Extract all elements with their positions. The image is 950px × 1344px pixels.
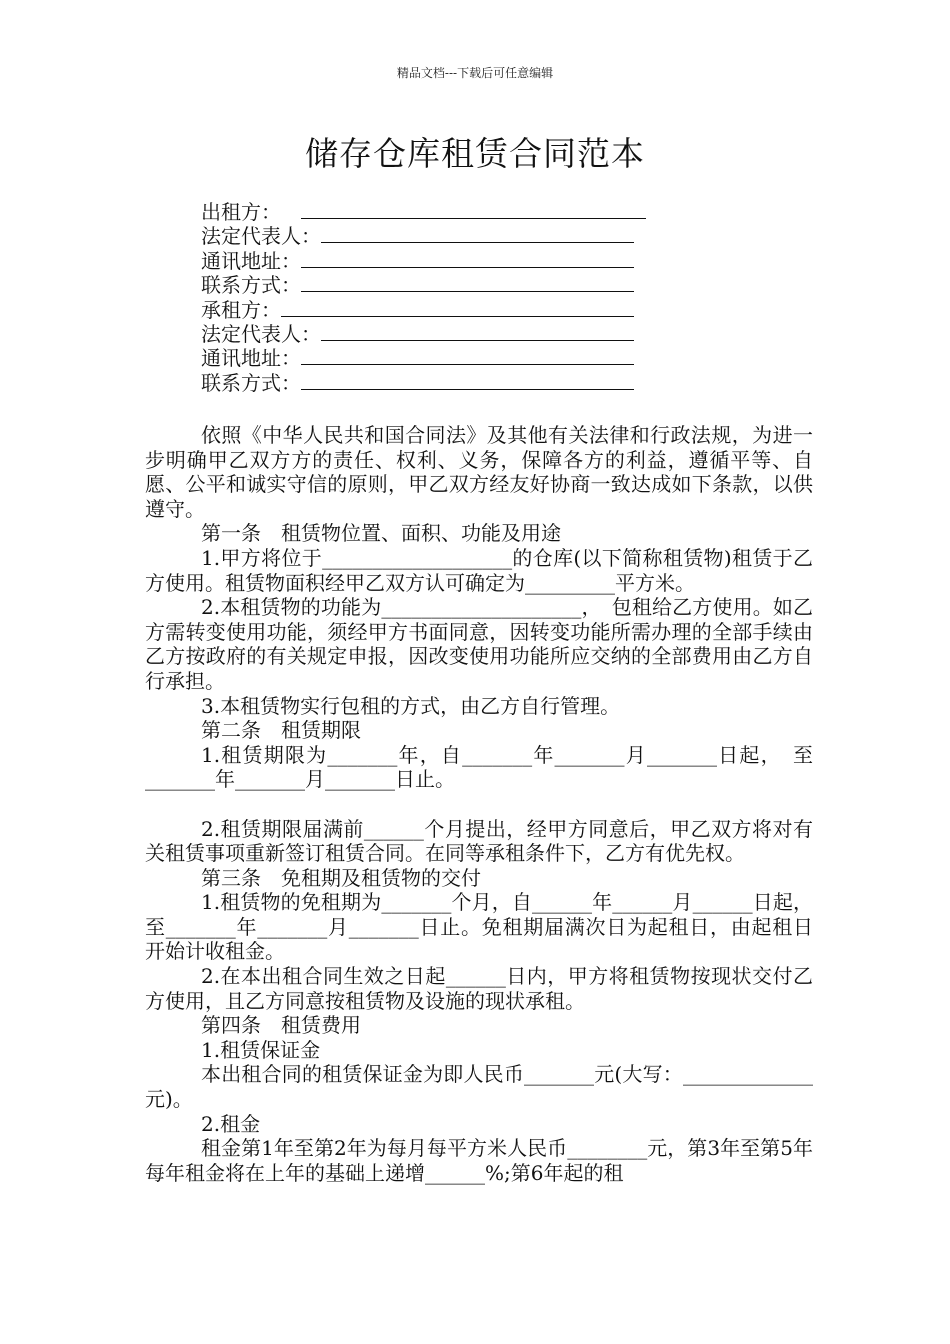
article-1-clause-1: 1.甲方将位于___________________的仓库(以下简称租赁物)租赁于乙方使用。租赁物面积经甲乙双方认可确定为_________平方米。	[145, 545, 813, 595]
fill-in-line	[301, 200, 646, 219]
article-4-title: 第四条 租赁费用	[201, 1013, 361, 1038]
party-label: 通讯地址：	[201, 248, 301, 273]
fill-in-line	[301, 273, 634, 292]
article-4-deposit-text: 本出租合同的租赁保证金为即人民币_______元(大写：_____________元)。	[145, 1062, 813, 1112]
article-3-clause-1: 1.租赁物的免租期为_______个月，自______年______月______日起，至_______年_______月_______日止。免租期届满次日为起租日，由起租日开始计收租金。	[145, 890, 813, 964]
lessor-contact-row	[201, 273, 646, 297]
fill-in-line	[301, 371, 634, 390]
article-3-clause-2: 2.在本出租合同生效之日起______日内，甲方将租赁物按现状交付乙方使用，且乙方同意按租赁物及设施的现状承租。	[145, 964, 813, 1013]
fill-in-line	[301, 249, 634, 268]
article-2-title: 第二条 租赁期限	[201, 718, 361, 743]
article-2-clause-2: 2.租赁期限届满前______个月提出，经甲方同意后，甲乙双方将对有关租赁事项重新签订租赁合同。在同等承租条件下，乙方有优先权。	[145, 816, 813, 866]
article-1-title: 第一条 租赁物位置、面积、功能及用途	[201, 521, 561, 546]
fill-in-line	[321, 224, 634, 243]
party-label: 通讯地址：	[201, 346, 301, 371]
party-label: 出租方：	[201, 200, 281, 224]
party-info-block	[201, 200, 646, 395]
article-1-clause-2: 2.本租赁物的功能为____________________， 包租给乙方使用。如乙方需转变使用功能，须经甲方书面同意，因转变功能所需办理的全部手续由乙方按政府的有关规定申报，因改变使用功能所应交纳的全部费用由乙方自行承担。	[145, 595, 813, 693]
lessee-address-row	[201, 346, 646, 370]
lessee-row	[201, 298, 646, 322]
article-4-rent-text: 租金第1年至第2年为每月每平方米人民币________元，第3年至第5年每年租金将在上年的基础上递增______%;第6年起的租	[145, 1136, 813, 1185]
contract-body	[145, 423, 813, 1185]
blank-line	[145, 792, 813, 817]
fill-in-line	[321, 322, 634, 341]
document-title: 储存仓库租赁合同范本	[305, 134, 645, 173]
party-label: 联系方式：	[201, 273, 301, 298]
lessee-representative-row	[201, 322, 646, 346]
article-2-clause-1: 1.租赁期限为_______年，自_______年_______月_______日起， 至_______年_______月_______日止。	[145, 742, 813, 792]
fill-in-line	[301, 346, 634, 365]
lessor-row	[201, 200, 646, 224]
article-3-title: 第三条 免租期及租赁物的交付	[201, 865, 481, 890]
party-label: 法定代表人：	[201, 224, 321, 249]
lessee-contact-row	[201, 371, 646, 395]
article-4-subtitle-rent: 2.租金	[201, 1111, 261, 1136]
article-1-clause-3: 3.本租赁物实行包租的方式，由乙方自行管理。	[201, 693, 621, 718]
article-4-subtitle-deposit: 1.租赁保证金	[201, 1037, 321, 1062]
party-label: 承租方：	[201, 297, 281, 322]
party-label: 联系方式：	[201, 370, 301, 395]
lessor-representative-row	[201, 224, 646, 248]
intro-paragraph: 依照《中华人民共和国合同法》及其他有关法律和行政法规，为进一步明确甲乙双方方的责任、权利、义务，保障各方的利益，遵循平等、自愿、公平和诚实守信的原则，甲乙双方经友好协商一致达成如下条款，以供遵守。	[145, 423, 813, 521]
fill-in-line	[281, 298, 634, 317]
page-header: 精品文档---下载后可任意编辑	[396, 66, 554, 80]
party-label: 法定代表人：	[201, 322, 321, 347]
lessor-address-row	[201, 249, 646, 273]
